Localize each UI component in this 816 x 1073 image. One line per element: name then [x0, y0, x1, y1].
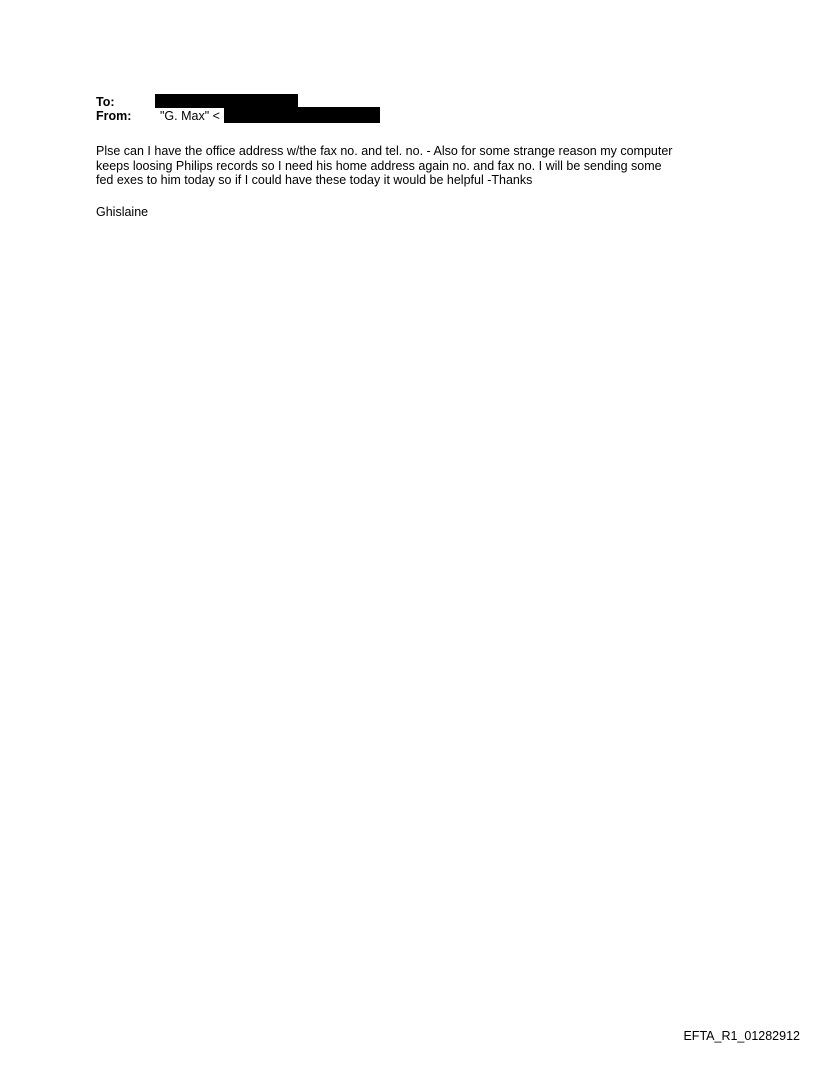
body-line: keeps loosing Philips records so I need his home address again no. and fax no. I will be sending some	[96, 158, 662, 173]
body-line: fed exes to him today so if I could have these today it would be helpful -Thanks	[96, 173, 533, 187]
to-redaction	[155, 94, 298, 108]
email-body	[96, 144, 736, 188]
document-id: EFTA_R1_01282912	[683, 1029, 800, 1043]
from-value: "G. Max" <	[160, 109, 220, 123]
from-redaction	[224, 107, 380, 123]
from-label: From:	[96, 109, 132, 123]
to-label: To:	[96, 95, 115, 109]
signature: Ghislaine	[96, 205, 149, 219]
body-line: Plse can I have the office address w/the fax no. and tel. no. - Also for some strange reason my computer	[96, 144, 673, 158]
